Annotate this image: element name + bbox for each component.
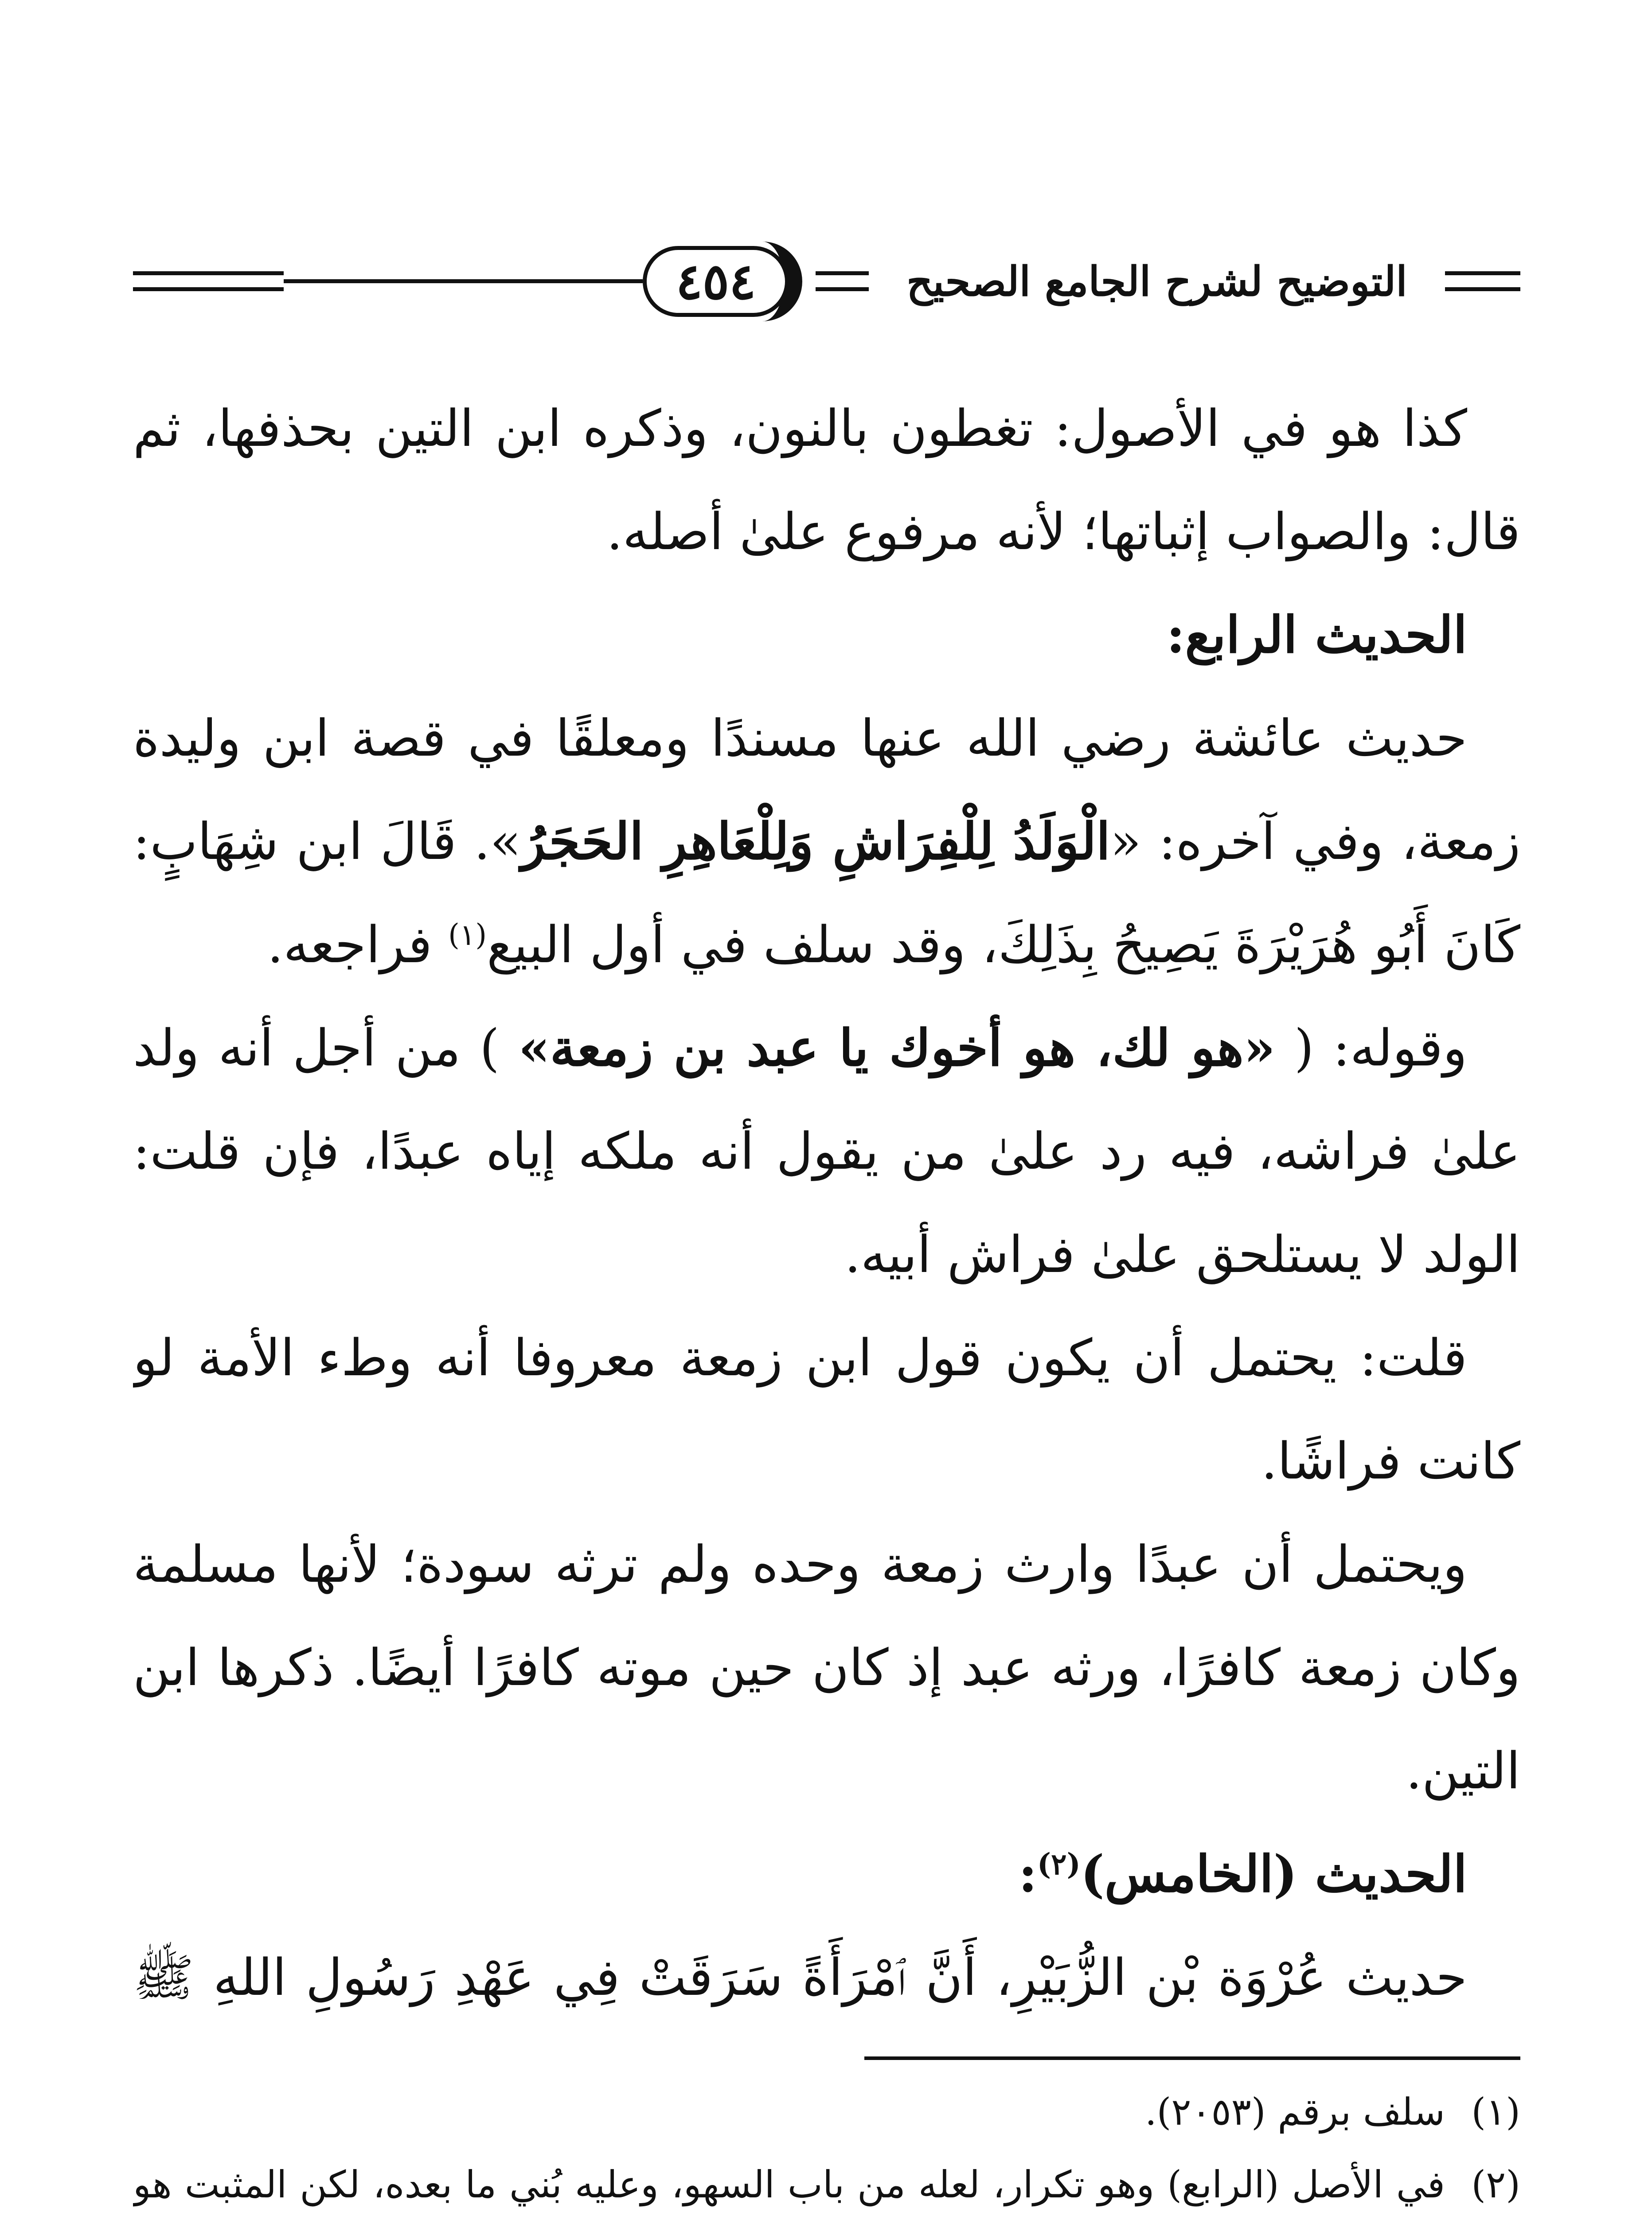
paragraph-3-text-a: وقوله: ( bbox=[1275, 1018, 1468, 1077]
footnote-ref-2[interactable]: (٢) bbox=[1037, 1847, 1081, 1881]
paragraph-2-text-c: ». قَالَ ابن شِهَابٍ: كَانَ أَبُو هُرَيْرَةَ يَصِيحُ بِذَلِكَ، وقد سلف في أول البيع bbox=[133, 812, 1520, 974]
heading-colon: : bbox=[1018, 1844, 1037, 1904]
paragraph-2 bbox=[133, 687, 1520, 996]
header-rule-right-top bbox=[1445, 271, 1520, 275]
footnote-2 bbox=[133, 2151, 1520, 2216]
header-rule-right-bottom bbox=[1445, 287, 1520, 291]
footnotes bbox=[133, 2079, 1520, 2216]
footnote-ref-1[interactable]: (١) bbox=[448, 918, 487, 952]
heading-text: الحديث الرابع: bbox=[1166, 605, 1467, 664]
paragraph-1 bbox=[133, 377, 1520, 583]
header-rule-connector bbox=[284, 279, 643, 283]
paragraph-1-text: كذا هو في الأصول: تغطون بالنون، وذكره ابن التين بحذفها، ثم قال: والصواب إثباتها؛ لأنه مرفوع علىٰ أصله. bbox=[133, 399, 1520, 561]
header-rule-left-top bbox=[133, 271, 284, 275]
paragraph-4 bbox=[133, 1306, 1520, 1513]
main-text bbox=[133, 377, 1520, 2017]
header-rule-left-bottom bbox=[133, 287, 284, 291]
paragraph-6 bbox=[133, 1926, 1520, 2017]
section-heading-fourth-hadith bbox=[133, 583, 1520, 687]
header-rule-middle-top bbox=[816, 271, 869, 275]
page-header bbox=[0, 230, 1652, 332]
paragraph-4-text: قلت: يحتمل أن يكون قول ابن زمعة معروفا أنه وطء الأمة لو كانت فراشًا. bbox=[133, 1328, 1520, 1490]
paragraph-5 bbox=[133, 1513, 1520, 1822]
paragraph-6-text-a: حديث عُرْوَة بْن الزُّبَيْرِ، أَنَّ ٱمْرَأَةً سَرَقَتْ فِي عَهْدِ رَسُولِ اللهِ ﷺ bbox=[133, 1948, 1467, 2007]
footnote-1 bbox=[133, 2079, 1520, 2145]
quoted-hadith: الْوَلَدُ لِلْفِرَاشِ وَلِلْعَاهِرِ الحَجَرُ bbox=[521, 811, 1110, 871]
quoted-phrase: «هو لك، هو أخوك يا عبد بن زمعة» bbox=[518, 1018, 1275, 1077]
paragraph-3 bbox=[133, 996, 1520, 1306]
footnote-text: في الأصل (الرابع) وهو تكرار، لعله من باب السهو، وعليه بُني ما بعده، لكن المثبت هو bbox=[133, 2163, 1445, 2206]
paragraph-2-text-d: فراجعه. bbox=[267, 915, 449, 974]
heading-text: الحديث (الخامس) bbox=[1080, 1844, 1467, 1904]
section-heading-fifth-hadith bbox=[133, 1822, 1520, 1926]
footnote-number: (٢) bbox=[1471, 2163, 1520, 2206]
paragraph-3-text-c: ) من أجل أنه ولد علىٰ فراشه، فيه رد علىٰ من يقول أنه ملكه إياه عبدًا، فإن قلت: الولد لا يستلحق علىٰ فراش أبيه. bbox=[133, 1018, 1520, 1284]
page-number: ٤٥٤ bbox=[643, 246, 789, 317]
footnote-separator bbox=[864, 2056, 1520, 2060]
header-rule-middle-bottom bbox=[816, 287, 869, 291]
paragraph-2-text-a: حديث عائشة رضي الله عنها مسندًا ومعلقًا في قصة ابن وليدة زمعة، وفي آخره: « bbox=[133, 709, 1520, 871]
running-title: التوضيح لشرح الجامع الصحيح bbox=[906, 257, 1407, 305]
footnote-number: (١) bbox=[1471, 2090, 1520, 2134]
paragraph-5-text: ويحتمل أن عبدًا وارث زمعة وحده ولم ترثه سودة؛ لأنها مسلمة وكان زمعة كافرًا، ورثه عبد إذ كان حين موته كافرًا أيضًا. ذكرها ابن التين. bbox=[133, 1535, 1520, 1800]
footnote-text: سلف برقم (٢٠٥٣). bbox=[1144, 2090, 1445, 2134]
